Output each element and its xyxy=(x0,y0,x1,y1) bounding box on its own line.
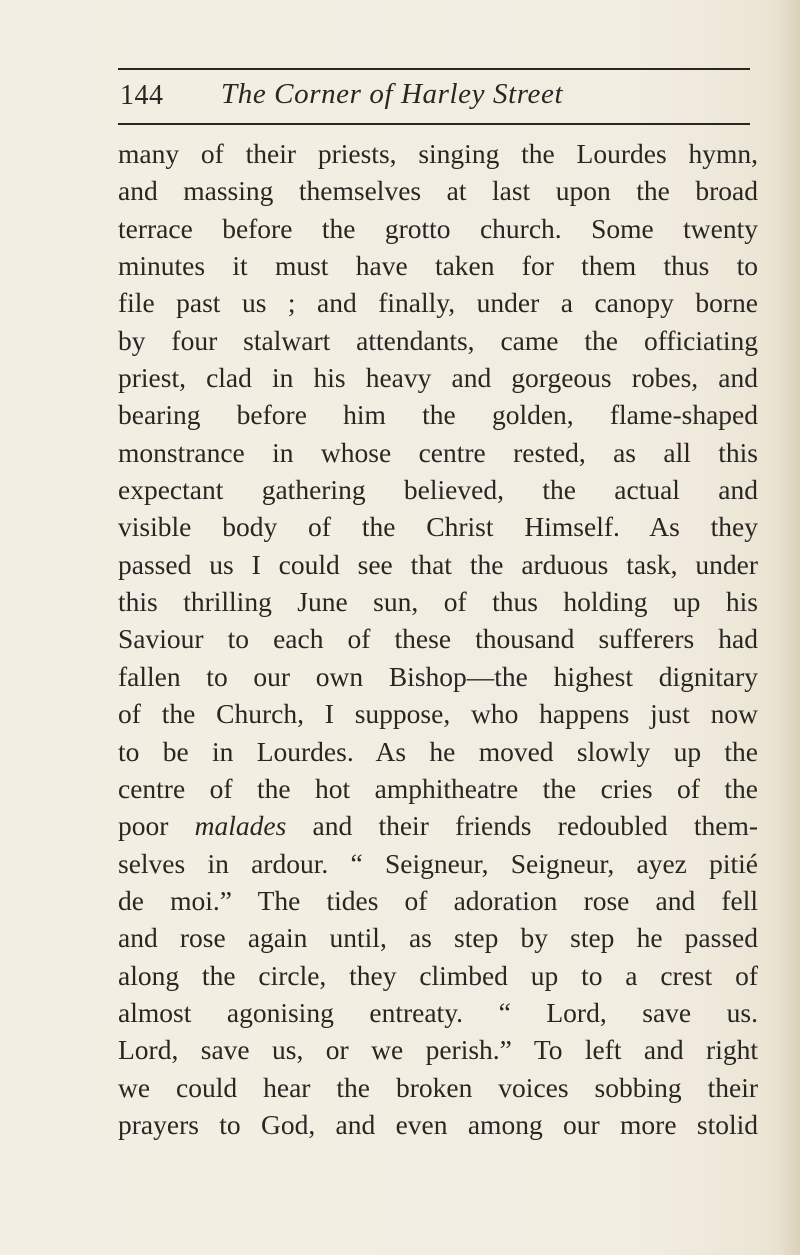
text-segment: poor xyxy=(118,810,195,842)
header-top-rule xyxy=(118,68,750,70)
text-line: almost agonising entreaty. “ Lord, save us. xyxy=(118,996,758,1028)
text-line: expectant gathering believed, the actual and xyxy=(118,474,758,506)
header-bottom-rule xyxy=(118,123,750,125)
text-line: passed us I could see that the arduous task, under xyxy=(118,548,758,580)
text-line: Lord, save us, or we perish.” To left and right xyxy=(118,1034,758,1066)
running-title: The Corner of Harley Street xyxy=(221,78,564,110)
text-line: and massing themselves at last upon the broad xyxy=(118,175,758,207)
text-line: selves in ardour. “ Seigneur, Seigneur, ayez pitié xyxy=(118,847,758,879)
text-line: Saviour to each of these thousand sufferers had xyxy=(118,623,758,655)
text-line: prayers to God, and even among our more stolid xyxy=(118,1108,758,1140)
text-line: terrace before the grotto church. Some twenty xyxy=(118,212,758,244)
page-number: 144 xyxy=(120,80,164,111)
italic-term: malades xyxy=(194,810,287,842)
text-line: we could hear the broken voices sobbing their xyxy=(118,1071,758,1103)
text-line: de moi.” The tides of adoration rose and fell xyxy=(118,884,758,916)
text-line: many of their priests, singing the Lourdes hymn, xyxy=(118,138,758,169)
text-line: centre of the hot amphitheatre the cries of the xyxy=(118,772,758,804)
text-line: bearing before him the golden, flame-shaped xyxy=(118,399,758,431)
text-line: priest, clad in his heavy and gorgeous robes, and xyxy=(118,362,758,394)
text-line: minutes it must have taken for them thus to xyxy=(118,250,758,282)
body-text xyxy=(118,135,758,1143)
page-header xyxy=(118,76,750,120)
page-edge-shadow xyxy=(778,0,800,1255)
text-line: file past us ; and finally, under a canopy borne xyxy=(118,287,758,319)
text-line: monstrance in whose centre rested, as all this xyxy=(118,436,758,468)
text-line: this thrilling June sun, of thus holding up his xyxy=(118,586,758,618)
text-line: visible body of the Christ Himself. As they xyxy=(118,511,758,543)
text-line xyxy=(118,807,758,844)
text-line: fallen to our own Bishop—the highest dignitary xyxy=(118,660,758,692)
text-segment: and their friends redoubled them- xyxy=(286,810,758,842)
text-line: along the circle, they climbed up to a crest of xyxy=(118,959,758,991)
text-line: to be in Lourdes. As he moved slowly up the xyxy=(118,735,758,767)
text-line: and rose again until, as step by step he passed xyxy=(118,922,758,954)
text-line: by four stalwart attendants, came the officiating xyxy=(118,324,758,356)
text-line: of the Church, I suppose, who happens just now xyxy=(118,698,758,730)
